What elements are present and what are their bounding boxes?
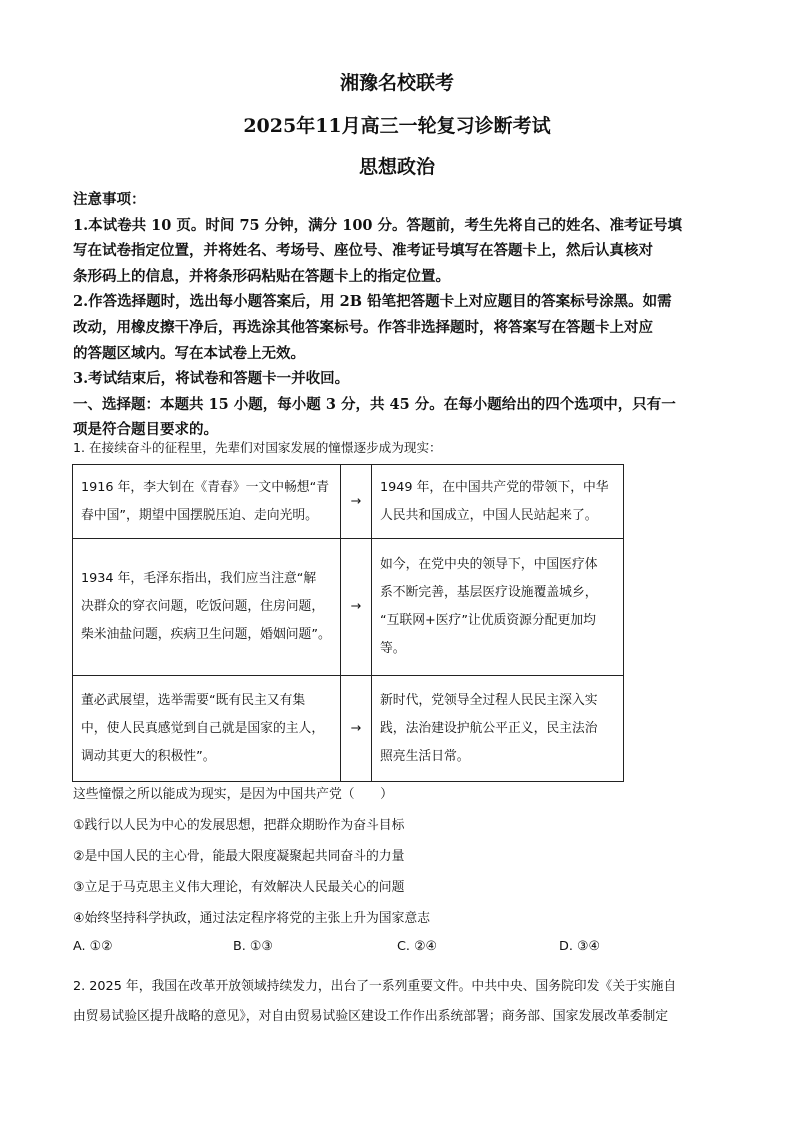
notice-line: 的答题区域内。写在本试卷上无效。 [73, 344, 305, 362]
question-2-line: 由贸易试验区提升战略的意见》，对自由贸易试验区建设工作作出系统部署；商务部、国家发展改革委制定 [73, 1009, 669, 1024]
option-c: C. ②④ [397, 939, 438, 954]
table-cell-past: 1916 年，李大钊在《青春》一文中畅想“青 春中国”，期望中国摆脱压迫、走向光明。 [73, 465, 341, 539]
exam-notice [73, 187, 723, 443]
question-1-body [73, 784, 733, 965]
notice-line: 写在试卷指定位置，并将姓名、考场号、座位号、准考证号填写在答题卡上，然后认真核对 [73, 242, 653, 260]
statement-1: ①践行以人民为中心的发展思想，把群众期盼作为奋斗目标 [73, 818, 405, 833]
arrow-icon: → [341, 465, 372, 539]
question-1-prompt: 这些憧憬之所以能成为现实，是因为中国共产党（ ） [73, 787, 393, 802]
table-row [73, 539, 624, 676]
table-cell-present: 新时代，党领导全过程人民民主深入实 践，法治建设护航公平正义，民主法治 照亮生活日常。 [372, 676, 624, 782]
statement-4: ④始终坚持科学执政，通过法定程序将党的主张上升为国家意志 [73, 911, 430, 926]
exam-organizer-title: 湘豫名校联考 [339, 72, 454, 94]
table-row [73, 465, 624, 539]
notice-line: 3.考试结束后，将试卷和答题卡一并收回。 [73, 370, 350, 388]
notice-line: 2.作答选择题时，选出每小题答案后，用 2B 铅笔把答题卡上对应题目的答案标号涂黑。如需 [73, 293, 672, 311]
table-cell-past: 1934 年，毛泽东指出，我们应当注意“解 决群众的穿衣问题，吃饭问题，住房问题， 柴米油盐问题，疾病卫生问题，婚姻问题”。 [73, 539, 341, 676]
statement-2: ②是中国人民的主心骨，能最大限度凝聚起共同奋斗的力量 [73, 849, 405, 864]
question-1-table [72, 464, 624, 782]
table-cell-past: 董必武展望，选举需要“既有民主又有集 中，使人民真感觉到自己就是国家的主人， 调动其更大的积极性”。 [73, 676, 341, 782]
notice-line: 条形码上的信息，并将条形码粘贴在答题卡上的指定位置。 [73, 267, 450, 285]
question-1-stem: 1. 在接续奋斗的征程里，先辈们对国家发展的憧憬逐步成为现实： [73, 440, 442, 455]
table-cell-present: 1949 年，在中国共产党的带领下，中华 人民共和国成立，中国人民站起来了。 [372, 465, 624, 539]
question-2-line: 2. 2025 年，我国在改革开放领域持续发力，出台了一系列重要文件。中共中央、国务院印发《关于实施自 [73, 979, 677, 994]
exam-name-title: 2025年11月高三一轮复习诊断考试 [243, 115, 551, 137]
option-a: A. ①② [73, 939, 113, 954]
option-b: B. ①③ [233, 939, 273, 954]
notice-line: 改动，用橡皮擦干净后，再选涂其他答案标号。作答非选择题时，将答案写在答题卡上对应 [73, 318, 653, 336]
table-cell-present: 如今，在党中央的领导下，中国医疗体 系不断完善，基层医疗设施覆盖城乡， “互联网+医疗”让优质资源分配更加均 等。 [372, 539, 624, 676]
subject-title: 思想政治 [358, 156, 435, 178]
arrow-icon: → [341, 539, 372, 676]
notice-line: 1.本试卷共 10 页。时间 75 分钟，满分 100 分。答题前，考生先将自己的姓名、准考证号填 [73, 216, 683, 234]
notice-heading: 注意事项： [73, 191, 146, 208]
question-2 [73, 972, 728, 1032]
statement-3: ③立足于马克思主义伟大理论，有效解决人民最关心的问题 [73, 880, 405, 895]
answer-options [73, 939, 733, 965]
option-d: D. ③④ [559, 939, 600, 954]
section-heading-line: 项是符合题目要求的。 [73, 421, 218, 439]
section-heading-line: 一、选择题：本题共 15 小题，每小题 3 分，共 45 分。在每小题给出的四个选项中，只有一 [73, 395, 676, 413]
arrow-icon: → [341, 676, 372, 782]
table-row [73, 676, 624, 782]
